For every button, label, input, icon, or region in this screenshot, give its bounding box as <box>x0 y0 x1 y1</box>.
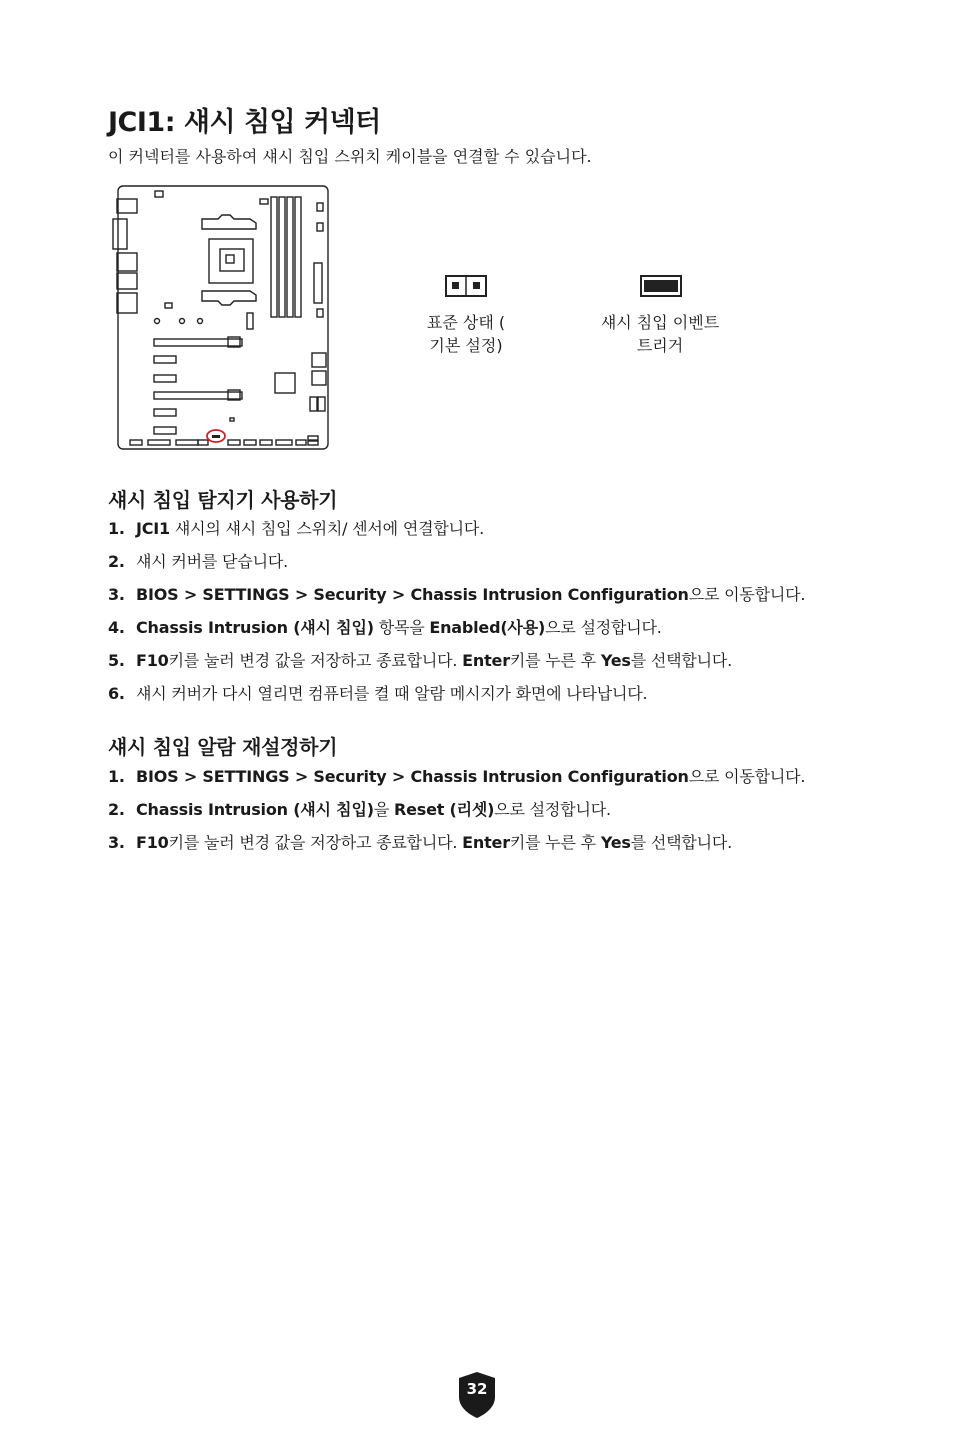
reset-steps-list <box>108 765 805 864</box>
list-item: 1. JCI1 섀시의 섀시 침입 스위치/ 센서에 연결합니다. <box>108 519 484 538</box>
list-item: 4. Chassis Intrusion (섀시 침입) 항목을 Enabled(사용)으로 설정합니다. <box>108 618 662 637</box>
normal-state-caption <box>366 311 566 357</box>
page-number: 32 <box>466 1380 488 1398</box>
trigger-caption-line1: 섀시 침입 이벤트 <box>600 313 720 332</box>
normal-caption-line2: 기본 설정) <box>429 336 503 355</box>
trigger-caption-line2: 트리거 <box>636 336 684 355</box>
trigger-state-caption <box>560 311 760 357</box>
section-heading-reset: 섀시 침입 알람 재설정하기 <box>108 735 338 759</box>
list-item: 6. 섀시 커버가 다시 열리면 컴퓨터를 켤 때 알람 메시지가 화면에 나타납니다. <box>108 684 648 703</box>
list-item: 3. F10키를 눌러 변경 값을 저장하고 종료합니다. Enter키를 누른 후 Yes를 선택합니다. <box>108 833 733 852</box>
list-item: 3. BIOS > SETTINGS > Security > Chassis Intrusion Configuration으로 이동합니다. <box>108 585 806 604</box>
use-steps-list <box>108 517 805 715</box>
jumper-open-icon <box>445 275 487 297</box>
motherboard-diagram <box>110 183 332 455</box>
page-title: JCI1: 섀시 침입 커넥터 <box>108 107 381 138</box>
section-heading-use: 섀시 침입 탐지기 사용하기 <box>108 488 338 512</box>
list-item: 5. F10키를 눌러 변경 값을 저장하고 종료합니다. Enter키를 누른 후 Yes를 선택합니다. <box>108 651 733 670</box>
list-item: 1. BIOS > SETTINGS > Security > Chassis Intrusion Configuration으로 이동합니다. <box>108 767 806 786</box>
intro-text: 이 커넥터를 사용하여 섀시 침입 스위치 케이블을 연결할 수 있습니다. <box>108 147 592 166</box>
list-item: 2. Chassis Intrusion (섀시 침입)을 Reset (리셋)으로 설정합니다. <box>108 800 611 819</box>
normal-caption-line1: 표준 상태 ( <box>426 313 506 332</box>
jumper-closed-icon <box>640 275 682 297</box>
list-item: 2. 섀시 커버를 닫습니다. <box>108 552 288 571</box>
